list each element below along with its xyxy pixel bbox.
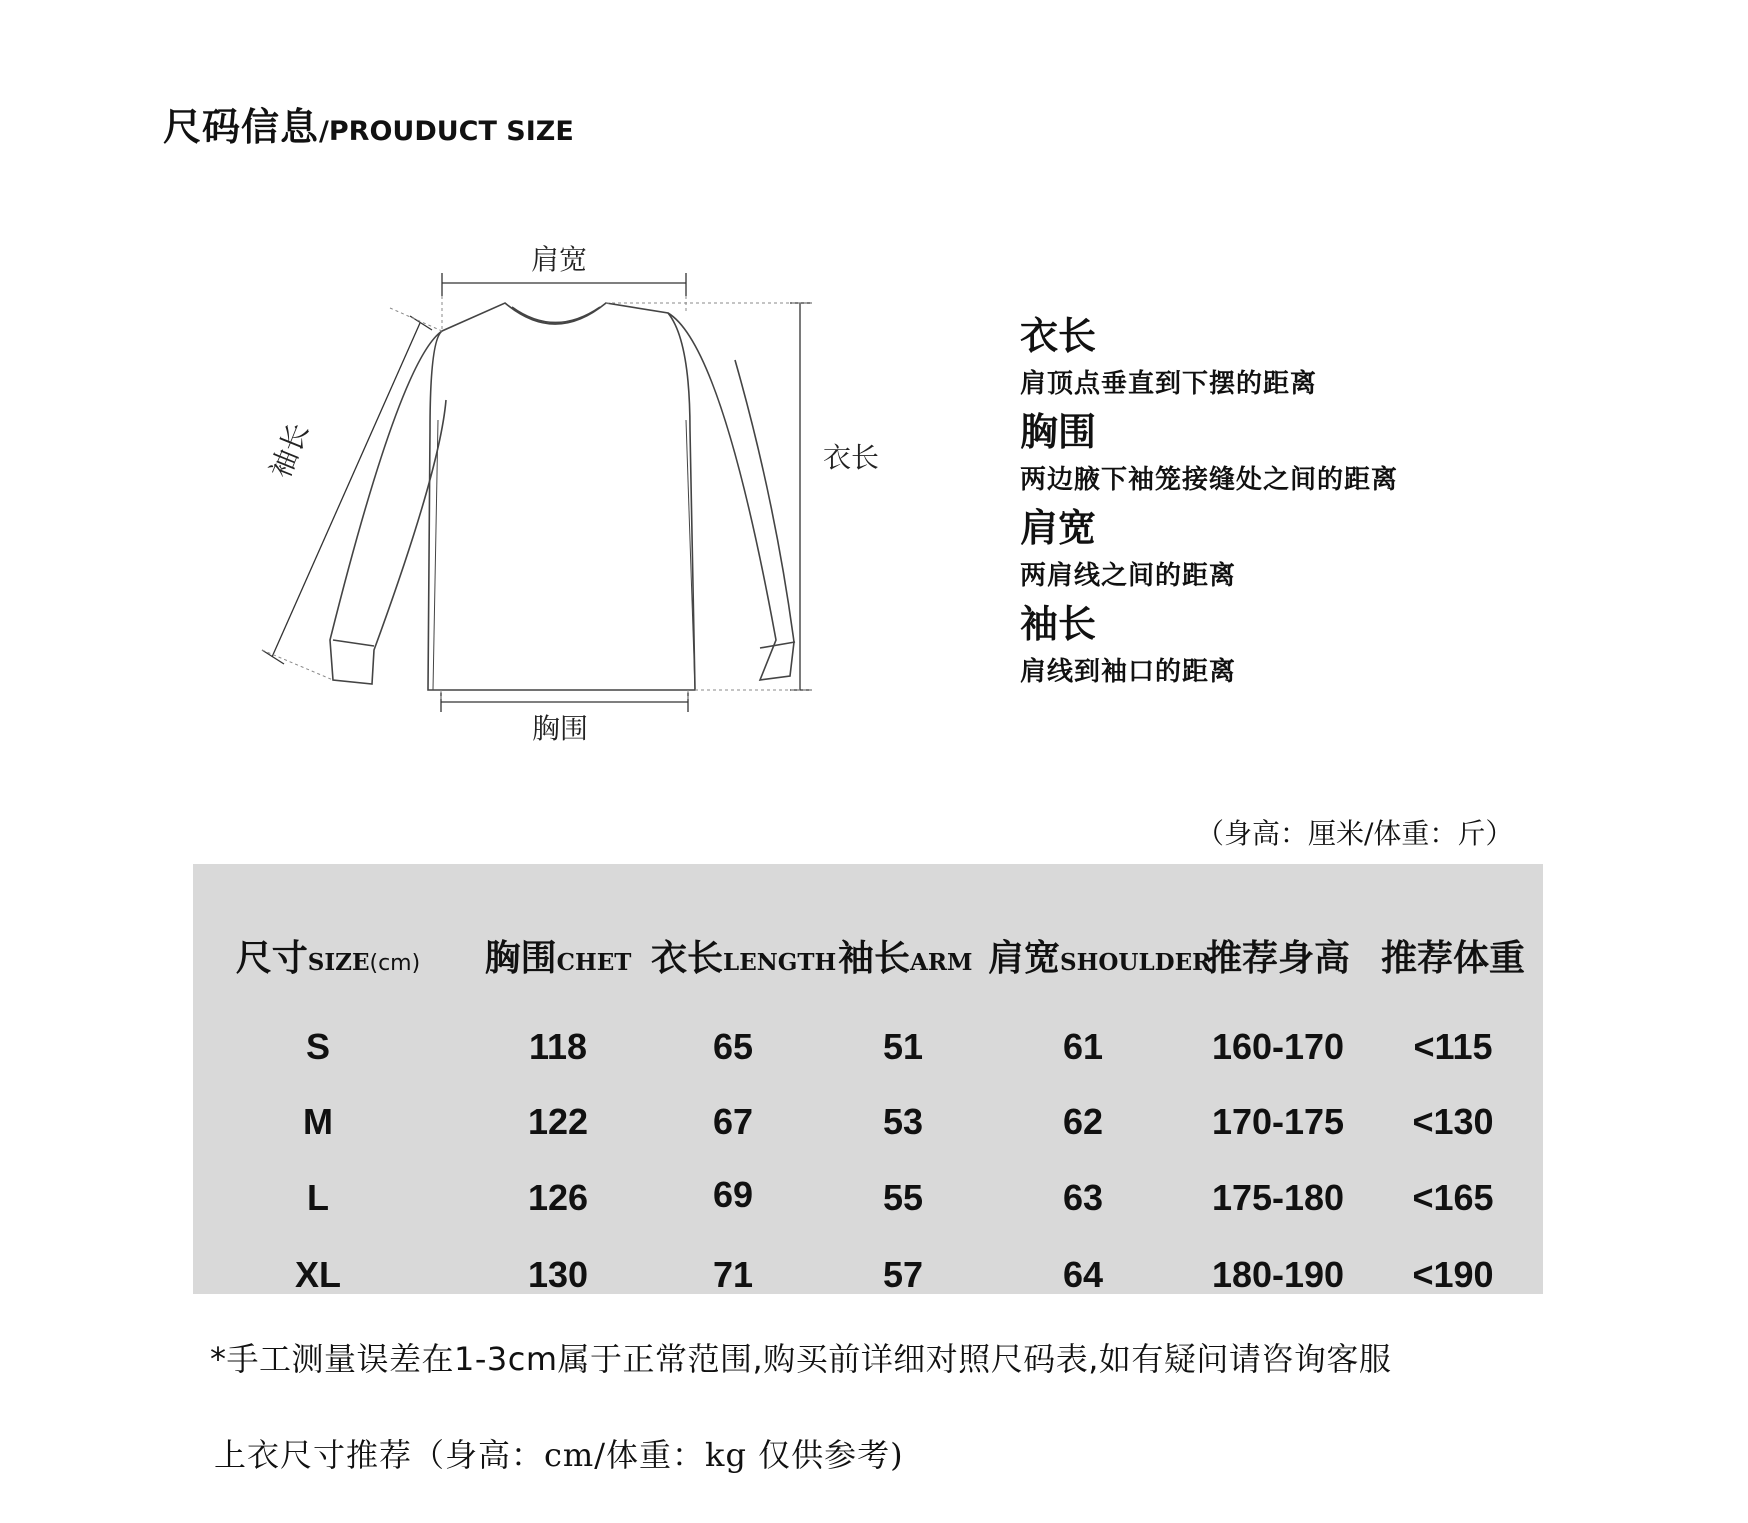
cell-height: 180-190: [1211, 1254, 1345, 1295]
measurement-legend: [1020, 312, 1580, 696]
cell-shoulder: 63: [1062, 1177, 1104, 1218]
legend-desc: 两肩线之间的距离: [1020, 561, 1237, 591]
cell-arm: 57: [882, 1254, 924, 1295]
cell-size: L: [307, 1177, 329, 1218]
page-title-en: /PROUDUCT SIZE: [319, 116, 574, 147]
cell-chest: 118: [528, 1026, 588, 1067]
legend-item: [1020, 312, 1580, 408]
cell-size: M: [303, 1101, 333, 1142]
legend-desc: 两边腋下袖笼接缝处之间的距离: [1020, 465, 1399, 495]
size-recommendation-note: 上衣尺寸推荐（身高：cm/体重：kg 仅供参考): [214, 1436, 904, 1474]
legend-desc: 肩线到袖口的距离: [1020, 657, 1237, 687]
header-arm-cn: 袖长: [838, 938, 911, 979]
header-height: 推荐身高: [1205, 938, 1350, 979]
header-length-en: LENGTH: [723, 949, 837, 976]
header-arm: [838, 924, 973, 994]
cell-weight: <165: [1412, 1177, 1494, 1218]
header-shoulder-en: SHOULDER: [1060, 949, 1212, 976]
legend-item: [1020, 600, 1580, 696]
header-chest-en: CHET: [556, 949, 632, 976]
cell-chest: 130: [527, 1254, 589, 1295]
cell-length: 71: [712, 1254, 754, 1295]
cell-weight: <115: [1413, 1026, 1493, 1067]
cell-shoulder: 62: [1062, 1101, 1104, 1142]
table-row: [193, 1087, 1543, 1157]
header-size-cn: 尺寸: [235, 938, 308, 979]
legend-item: [1020, 408, 1580, 504]
cell-weight: <190: [1412, 1254, 1494, 1295]
cell-height: 170-175: [1211, 1101, 1345, 1142]
garment-diagram: [240, 230, 920, 770]
cell-length: 69: [712, 1174, 754, 1215]
table-row: [193, 1163, 1543, 1233]
header-length: [651, 924, 837, 994]
cell-shoulder: 64: [1062, 1254, 1104, 1295]
diagram-label-length: 衣长: [823, 441, 880, 474]
header-size-en: SIZE: [307, 949, 370, 976]
table-header-row: [193, 924, 1543, 994]
cell-size: XL: [294, 1254, 341, 1295]
header-weight: 推荐体重: [1380, 938, 1525, 979]
legend-term: 衣长: [1020, 314, 1097, 358]
cell-arm: 55: [882, 1177, 924, 1218]
header-chest-cn: 胸围: [484, 938, 557, 979]
diagram-label-shoulder: 肩宽: [531, 243, 588, 276]
table-row: [193, 1012, 1543, 1082]
size-table: [193, 864, 1543, 1294]
legend-desc: 肩顶点垂直到下摆的距离: [1020, 369, 1318, 399]
cell-arm: 51: [882, 1026, 924, 1067]
cell-length: 65: [712, 1026, 754, 1067]
header-size-unit: (cm): [369, 951, 421, 976]
cell-height: 160-170: [1211, 1026, 1345, 1067]
diagram-label-chest: 胸围: [532, 712, 589, 745]
cell-size: S: [305, 1026, 330, 1067]
header-shoulder: [988, 924, 1212, 994]
cell-height: 175-180: [1211, 1177, 1345, 1218]
page-title: [163, 96, 574, 151]
header-chest: [483, 924, 633, 994]
legend-term: 胸围: [1020, 410, 1097, 454]
legend-term: 肩宽: [1020, 506, 1097, 550]
page-title-cn: 尺码信息: [163, 105, 320, 149]
cell-length: 67: [712, 1101, 754, 1142]
unit-note: （身高：厘米/体重：斤）: [1196, 817, 1514, 850]
header-shoulder-cn: 肩宽: [988, 938, 1061, 979]
legend-item: [1020, 504, 1580, 600]
table-row: [193, 1240, 1543, 1310]
cell-arm: 53: [882, 1101, 924, 1142]
cell-shoulder: 61: [1062, 1026, 1104, 1067]
header-arm-en: ARM: [910, 949, 973, 976]
cell-chest: 126: [527, 1177, 589, 1218]
cell-chest: 122: [527, 1101, 589, 1142]
diagram-label-sleeve: 袖长: [263, 418, 316, 483]
legend-term: 袖长: [1020, 602, 1097, 646]
header-size: [233, 924, 423, 994]
shirt-outline-icon: [240, 230, 920, 770]
cell-weight: <130: [1412, 1101, 1494, 1142]
header-length-cn: 衣长: [651, 938, 724, 979]
measurement-error-note: *手工测量误差在1-3cm属于正常范围,购买前详细对照尺码表,如有疑问请咨询客服: [210, 1340, 1392, 1378]
